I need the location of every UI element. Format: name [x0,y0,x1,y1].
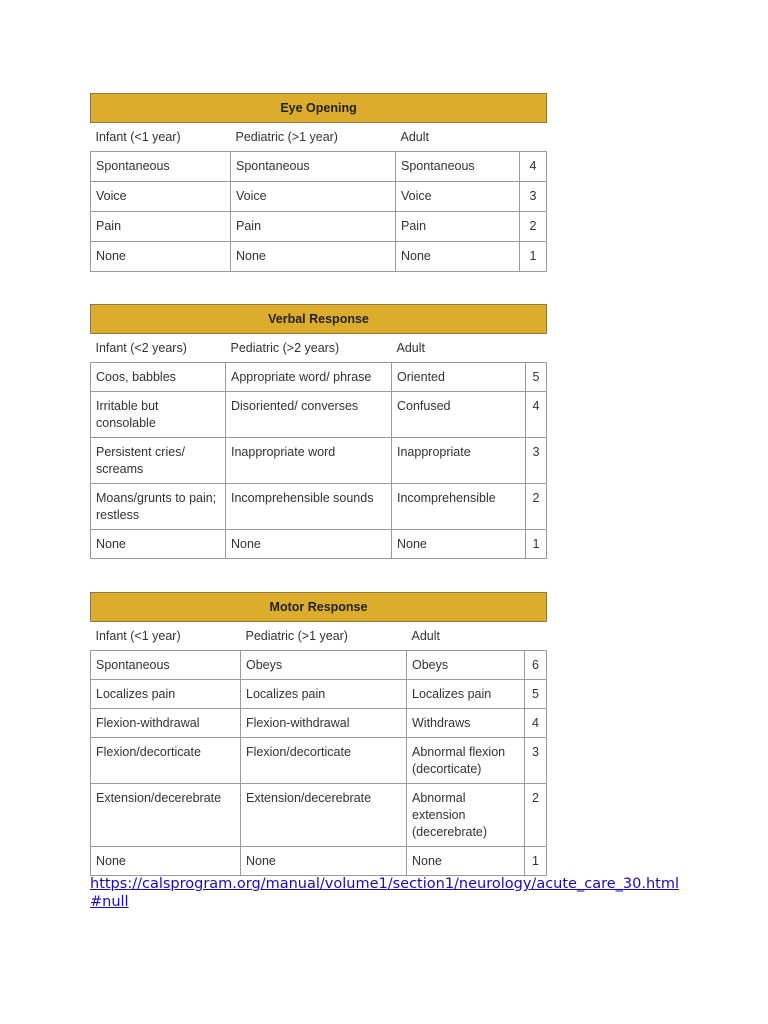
cell-score: 1 [526,530,547,559]
table-row [91,680,547,709]
eye-opening-title: Eye Opening [91,94,547,123]
cell-adult: Pain [396,212,520,242]
motor-response-table [90,592,547,876]
cell-pediatric: Localizes pain [241,680,407,709]
cell-score: 5 [526,363,547,392]
cell-adult: Voice [396,182,520,212]
cell-pediatric: None [226,530,392,559]
cell-pediatric: Spontaneous [231,152,396,182]
cell-infant: Irritable but consolable [91,392,226,438]
cell-infant: Pain [91,212,231,242]
cell-score: 4 [525,709,547,738]
cell-infant: Voice [91,182,231,212]
cell-pediatric: Incomprehensible sounds [226,484,392,530]
table-row [91,438,547,484]
table-title-row [91,305,547,334]
cell-infant: Spontaneous [91,152,231,182]
table-title-row [91,593,547,622]
column-header-adult: Adult [396,340,425,355]
column-header-score [525,622,547,651]
table-row [91,152,547,182]
cell-score: 5 [525,680,547,709]
table-row [91,847,547,876]
table-row [91,784,547,847]
cell-infant: Persistent cries/ screams [91,438,226,484]
cell-score: 3 [525,738,547,784]
cell-infant: Moans/grunts to pain; restless [91,484,226,530]
source-link[interactable]: https://calsprogram.org/manual/volume1/section1/neurology/acute_care_30.html#null [90,876,679,910]
eye-opening-table [90,93,547,272]
cell-adult: Confused [392,392,526,438]
cell-pediatric: Obeys [241,651,407,680]
column-header-infant: Infant (<1 year) [95,129,181,144]
cell-adult: Abnormal extension (decerebrate) [407,784,525,847]
column-header-pediatric: Pediatric (>1 year) [235,129,338,144]
column-header-adult: Adult [411,628,440,643]
cell-pediatric: Extension/decerebrate [241,784,407,847]
cell-pediatric: Appropriate word/ phrase [226,363,392,392]
table-row [91,651,547,680]
column-header-infant: Infant (<2 years) [95,340,187,355]
table-row [91,392,547,438]
table-row [91,242,547,272]
cell-adult: Incomprehensible [392,484,526,530]
table-row [91,484,547,530]
cell-pediatric: Flexion-withdrawal [241,709,407,738]
column-header-pediatric: Pediatric (>2 years) [230,340,340,355]
table-row [91,182,547,212]
table-title-row [91,94,547,123]
cell-score: 2 [525,784,547,847]
cell-score: 3 [520,182,547,212]
cell-adult: Abnormal flexion (decorticate) [407,738,525,784]
cell-pediatric: Pain [231,212,396,242]
cell-pediatric: Inappropriate word [226,438,392,484]
cell-score: 4 [520,152,547,182]
table-header-row [91,622,547,651]
cell-infant: Localizes pain [91,680,241,709]
table-header-row [91,123,547,152]
column-header-infant: Infant (<1 year) [95,628,181,643]
cell-adult: Localizes pain [407,680,525,709]
cell-adult: Inappropriate [392,438,526,484]
cell-score: 4 [526,392,547,438]
verbal-response-table [90,304,547,559]
cell-score: 2 [520,212,547,242]
cell-adult: Oriented [392,363,526,392]
table-row [91,738,547,784]
cell-infant: Extension/decerebrate [91,784,241,847]
column-header-score [526,334,547,363]
cell-adult: Obeys [407,651,525,680]
cell-infant: Flexion-withdrawal [91,709,241,738]
column-header-pediatric: Pediatric (>1 year) [245,628,348,643]
cell-pediatric: None [231,242,396,272]
cell-score: 6 [525,651,547,680]
cell-infant: Spontaneous [91,651,241,680]
table-row [91,530,547,559]
cell-adult: Spontaneous [396,152,520,182]
cell-pediatric: Disoriented/ converses [226,392,392,438]
verbal-response-title: Verbal Response [91,305,547,334]
cell-adult: Withdraws [407,709,525,738]
table-row [91,709,547,738]
cell-adult: None [392,530,526,559]
cell-pediatric: None [241,847,407,876]
motor-response-title: Motor Response [91,593,547,622]
cell-infant: Coos, babbles [91,363,226,392]
cell-score: 3 [526,438,547,484]
cell-infant: Flexion/decorticate [91,738,241,784]
column-header-score [520,123,547,152]
cell-score: 2 [526,484,547,530]
cell-infant: None [91,847,241,876]
table-header-row [91,334,547,363]
cell-pediatric: Flexion/decorticate [241,738,407,784]
table-row [91,212,547,242]
cell-infant: None [91,242,231,272]
table-row [91,363,547,392]
cell-pediatric: Voice [231,182,396,212]
cell-infant: None [91,530,226,559]
cell-score: 1 [525,847,547,876]
cell-score: 1 [520,242,547,272]
cell-adult: None [396,242,520,272]
column-header-adult: Adult [400,129,429,144]
cell-adult: None [407,847,525,876]
